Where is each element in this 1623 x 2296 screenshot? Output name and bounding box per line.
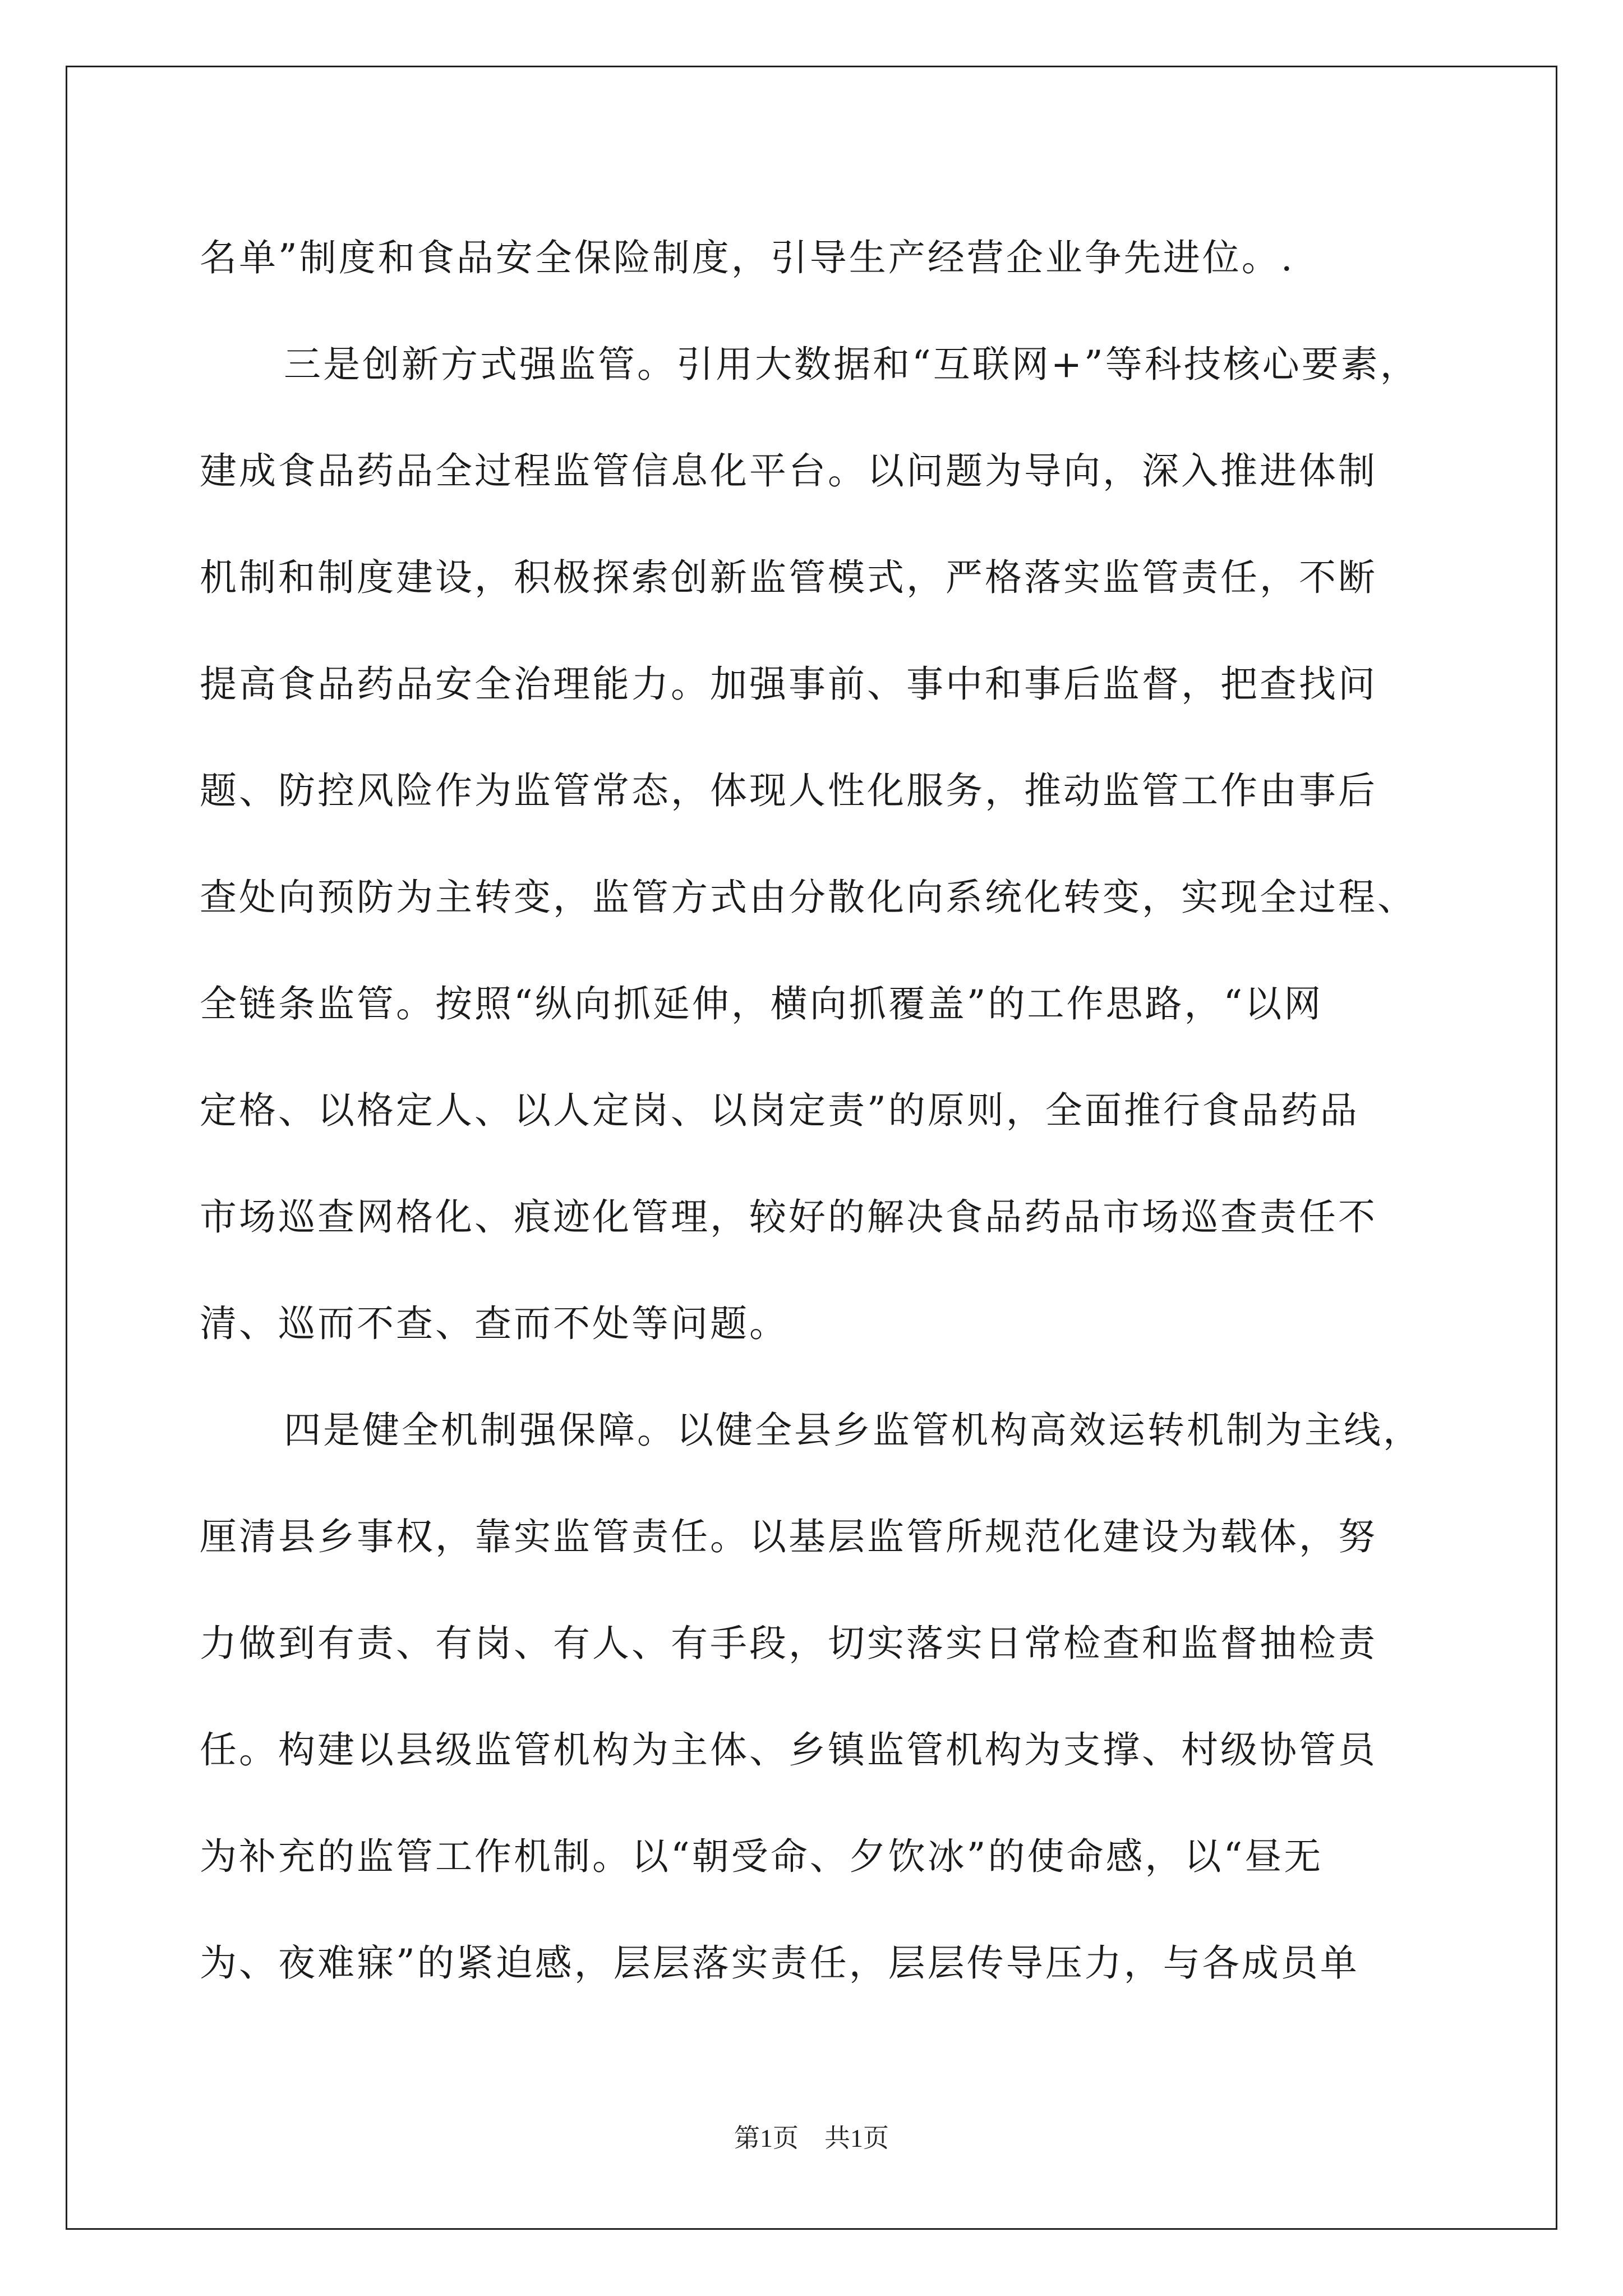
- text-line: 建成食品药品全过程监管信息化平台。以问题为导向，深入推进体制: [200, 449, 1377, 493]
- document-body: [200, 205, 1486, 2017]
- text-line: 三是创新方式强监管。引用大数据和“互联网+”等科技核心要素，: [284, 343, 1419, 386]
- text-line: 力做到有责、有岗、有人、有手段，切实落实日常检查和监督抽检责: [200, 1622, 1377, 1665]
- text-line: 厘清县乡事权，靠实监管责任。以基层监管所规范化建设为载体，努: [200, 1515, 1377, 1558]
- text-line: 全链条监管。按照“纵向抓延伸，横向抓覆盖”的工作思路，“以网: [200, 982, 1324, 1025]
- text-line: 名单”制度和食品安全保险制度，引导生产经营企业争先进位。.: [200, 236, 1295, 279]
- text-line: 四是健全机制强保障。以健全县乡监管机构高效运转机制为主线，: [284, 1409, 1422, 1452]
- text-line: 查处向预防为主转变，监管方式由分散化向系统化转变，实现全过程、: [200, 876, 1417, 919]
- text-line: 题、防控风险作为监管常态，体现人性化服务，推动监管工作由事后: [200, 769, 1377, 812]
- text-line: 提高食品药品安全治理能力。加强事前、事中和事后监督，把查找问: [200, 662, 1377, 706]
- text-line: 机制和制度建设，积极探索创新监管模式，严格落实监管责任，不断: [200, 556, 1377, 599]
- text-line: 任。构建以县级监管机构为主体、乡镇监管机构为支撑、村级协管员: [200, 1728, 1377, 1772]
- text-line: 为补充的监管工作机制。以“朝受命、夕饮冰”的使命感，以“昼无: [200, 1835, 1324, 1878]
- text-line: 定格、以格定人、以人定岗、以岗定责”的原则，全面推行食品药品: [200, 1089, 1359, 1132]
- text-line: 清、巡而不查、查而不处等问题。: [200, 1302, 789, 1345]
- page-number: 第1页 共1页: [734, 2124, 889, 2152]
- text-line: 为、夜难寐”的紧迫感，层层落实责任，层层传导压力，与各成员单: [200, 1941, 1359, 1985]
- text-line: 市场巡查网格化、痕迹化管理，较好的解决食品药品市场巡查责任不: [200, 1195, 1377, 1239]
